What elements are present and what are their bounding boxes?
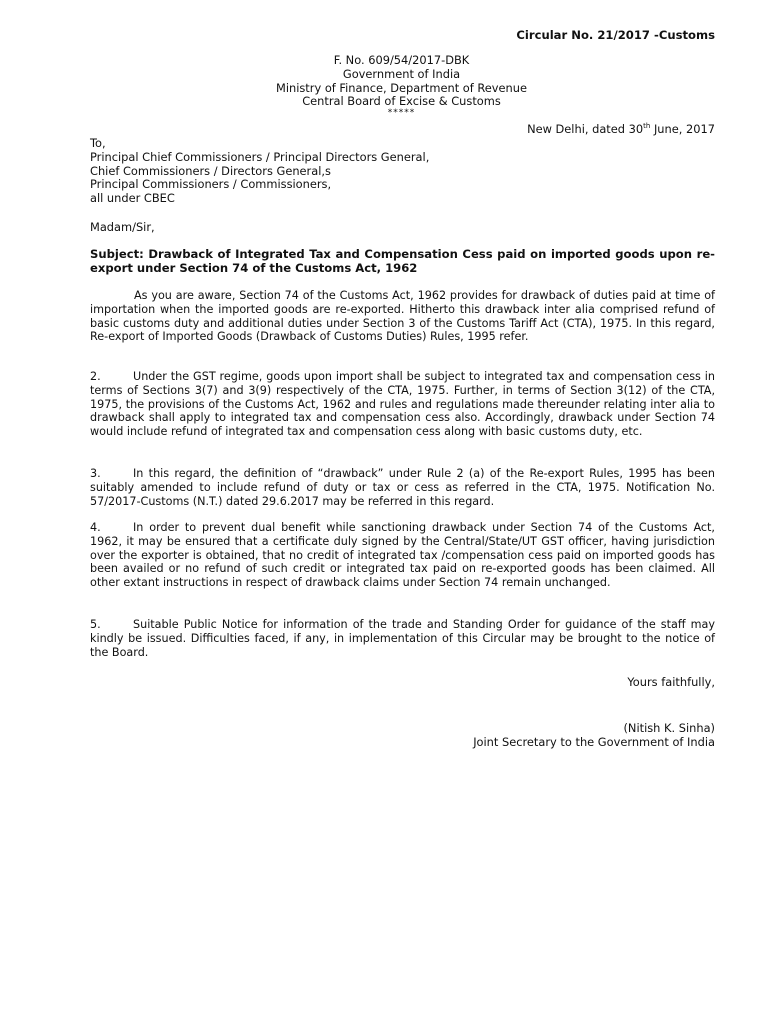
paragraph-text: In this regard, the definition of “drawback” under Rule 2 (a) of the Re-export Rules, 1995 has been suitably amended to include refund of duty or tax or cess as referred in the CTA, 1975. Notification No. 57/2017-Customs (N.T.) dated 29.6.2017 may be referred in this regard. [90,467,715,508]
addressee-line: Chief Commissioners / Directors General,s [90,163,331,178]
subject-line: Subject: Drawback of Integrated Tax and Compensation Cess paid on imported goods upon re-export under Section 74 of the Customs Act, 1962 [90,247,715,275]
addressee-line: Principal Commissioners / Commissioners, [90,177,332,192]
dateline-superscript: th [643,122,651,131]
addressee-to: To, [90,136,106,150]
letterhead [0,54,768,118]
paragraph-1 [90,289,715,344]
paragraph-text: In order to prevent dual benefit while sanctioning drawback under Section 74 of the Customs Act, 1962, it may be ensured that a certificate duly signed by the Central/State/UT GST officer, having jurisdiction over the exporter is obtained, that no credit of integrated tax /compensation cess paid on imported goods has been availed or no refund of such credit or integrated tax paid on re-exported goods has been claimed. All other extant instructions in respect of drawback claims under Section 74 remain unchanged. [90,521,715,590]
paragraph-4 [90,521,715,590]
paragraph-number: 4. [90,521,101,534]
government-name: Government of India [342,66,461,81]
separator-stars: ***** [387,108,416,119]
circular-number: Circular No. 21/2017 -Customs [516,28,715,42]
dateline-prefix: New Delhi, dated 30 [527,122,644,136]
addressee-line: Principal Chief Commissioners / Principal Directors General, [90,149,430,164]
paragraph-text: Under the GST regime, goods upon import shall be subject to integrated tax and compensation cess in terms of Sections 3(7) and 3(9) respectively of the CTA, 1975. Further, in terms of Section 3(12) of the CTA, 1975, the provisions of the Customs Act, 1962 and rules and regulations made thereunder relating inter alia to drawback shall apply to integrated tax and compensation cess also. Accordingly, drawback under Section 74 would include refund of integrated tax and compensation cess along with basic customs duty, etc. [90,370,715,439]
paragraph-number: 3. [90,467,101,480]
paragraph-number: 2. [90,370,101,383]
paragraph-2 [90,370,715,439]
paragraph-text: As you are aware, Section 74 of the Customs Act, 1962 provides for drawback of duties paid at time of importation when the imported goods are re-exported. Hitherto this drawback inter alia comprised refund of basic customs duty and additional duties under Section 3 of the Customs Tariff Act (CTA), 1975. In this regard, Re-export of Imported Goods (Drawback of Customs Duties) Rules, 1995 refer. [90,289,715,344]
signatory-designation: Joint Secretary to the Government of India [473,735,715,749]
valediction: Yours faithfully, [627,675,715,689]
paragraph-5 [90,618,715,659]
signatory-name: (Nitish K. Sinha) [623,721,715,735]
salutation: Madam/Sir, [90,220,155,234]
board-name: Central Board of Excise & Customs [302,94,501,109]
ministry-name: Ministry of Finance, Department of Revenue [276,80,527,95]
paragraph-number: 5. [90,618,101,631]
file-number: F. No. 609/54/2017-DBK [333,53,470,67]
addressee-line: all under CBEC [90,191,175,206]
paragraph-3 [90,467,715,508]
dateline [527,122,715,136]
paragraph-text: Suitable Public Notice for information of the trade and Standing Order for guidance of the staff may kindly be issued. Difficulties faced, if any, in implementation of this Circular may be brought to the notice of the Board. [90,618,715,659]
addressees [90,137,429,206]
dateline-suffix: June, 2017 [650,122,715,136]
